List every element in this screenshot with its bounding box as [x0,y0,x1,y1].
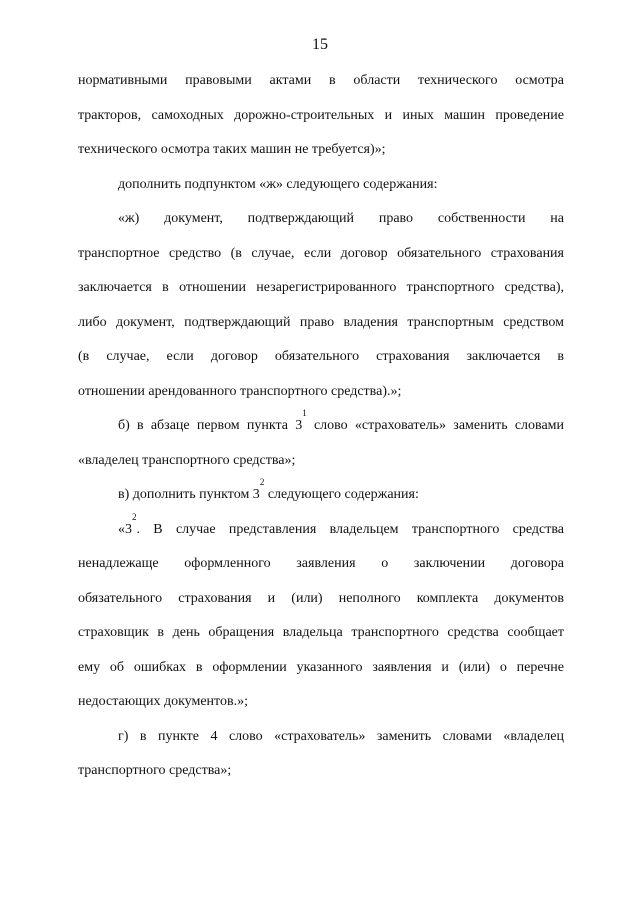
superscript: 2 [132,512,137,522]
text-line: страховщик в день обращения владельца транспортного средства сообщает [78,625,564,640]
text-line: «ж) документ, подтверждающий право собственности на [118,211,564,226]
text-line [118,408,565,435]
text-line: заключается в отношении незарегистрированного транспортного средства), [78,280,564,295]
text-segment: следующего содержания: [264,487,419,502]
text-line: отношении арендованного транспортного средства).»; [78,384,402,399]
text-line [118,512,564,539]
text-segment: в) дополнить пунктом 3 [118,487,260,502]
text-line: «владелец транспортного средства»; [78,453,296,468]
text-line: либо документ, подтверждающий право владения транспортным средством [78,315,564,330]
superscript: 1 [302,408,307,418]
text-line: тракторов, самоходных дорожно-строительных и иных машин проведение [78,108,564,123]
text-line: транспортное средство (в случае, если договор обязательного страхования [78,246,564,261]
superscript: 2 [259,477,265,487]
text-line: транспортного средства»; [78,763,232,778]
text-line: г) в пункте 4 слово «страхователь» заменить словами «владелец [118,729,564,744]
text-line: обязательного страхования и (или) неполного комплекта документов [78,591,564,606]
text-segment: «3 [118,522,132,537]
text-segment: слово «страхователь» заменить словами [306,418,565,433]
text-segment: . В случае представления владельцем транспортного средства [136,522,564,537]
text-line: недостающих документов.»; [78,694,248,709]
text-line: ему об ошибках в оформлении указанного заявления и (или) о перечне [78,660,564,675]
text-segment: б) в абзаце первом пункта 3 [118,418,303,433]
text-line: дополнить подпунктом «ж» следующего содержания: [118,177,438,192]
text-line: технического осмотра таких машин не требуется)»; [78,142,386,157]
text-line: (в случае, если договор обязательного страхования заключается в [78,349,564,364]
text-line [118,477,564,504]
text-line: ненадлежаще оформленного заявления о заключении договора [78,556,564,571]
page-number: 15 [312,36,328,53]
text-line: нормативными правовыми актами в области технического осмотра [78,73,564,88]
